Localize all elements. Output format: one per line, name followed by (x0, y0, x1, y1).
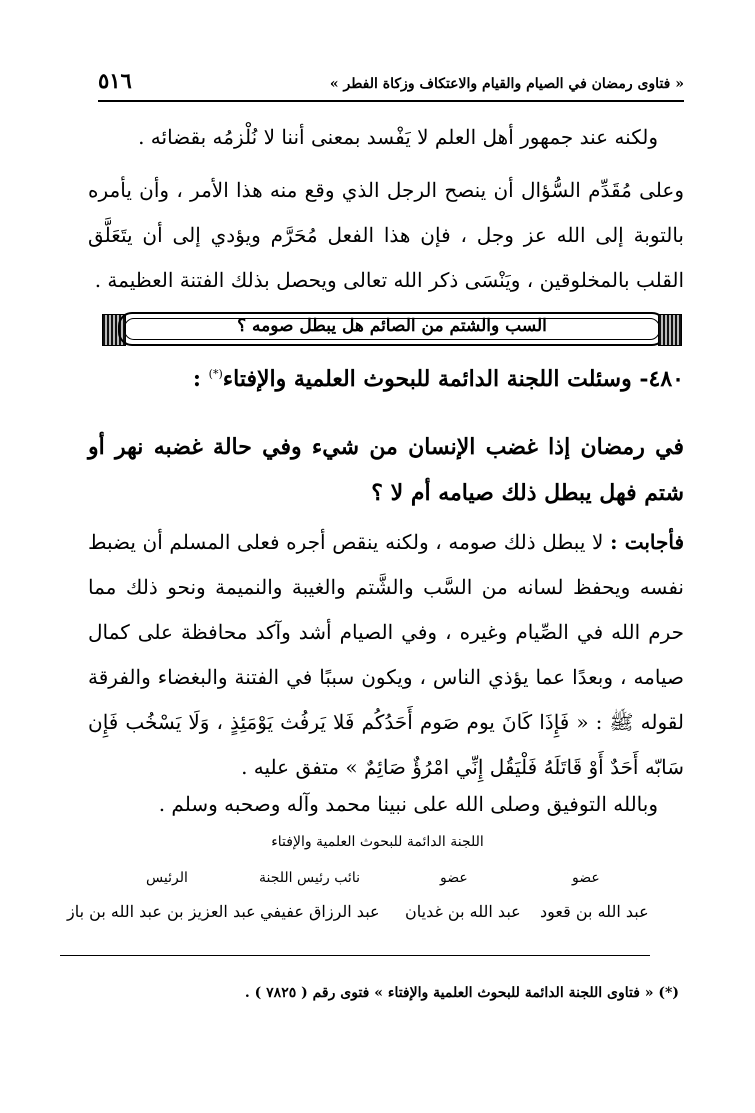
footnote-divider (60, 955, 650, 956)
signatory-name-4: عبد العزيز بن عبد الله بن باز (67, 902, 256, 921)
footnote-marker: (*) (208, 367, 223, 381)
answer-lead: فأجابت : (610, 530, 685, 554)
question-heading-colon: : (192, 366, 201, 392)
running-title: « فتاوى رمضان في الصيام والقيام والاعتكاف وزكاة الفطر » (329, 76, 684, 92)
answer-paragraph (88, 520, 684, 790)
signatory-name-2: عبد الله بن غديان (405, 902, 521, 921)
question-heading (193, 366, 684, 392)
section-title: السب والشتم من الصائم هل يبطل صومه ؟ (237, 316, 547, 336)
page-header (98, 60, 684, 102)
signatory-role-4: الرئيس (146, 870, 188, 886)
section-banner (102, 310, 682, 348)
committee-title: اللجنة الدائمة للبحوث العلمية والإفتاء (271, 834, 484, 850)
question-heading-text: ٤٨٠- وسئلت اللجنة الدائمة للبحوث العلمية والإفتاء (222, 366, 684, 392)
paragraph-1: ولكنه عند جمهور أهل العلم لا يَفْسد بمعنى أننا لا نُلْزمُه بقضائه . (138, 125, 658, 149)
signatory-name-1: عبد الله بن قعود (540, 902, 649, 921)
closing-prayer: وبالله التوفيق وصلى الله على نبينا محمد وآله وصحبه وسلم . (158, 792, 658, 816)
signatory-role-2: عضو (440, 870, 468, 886)
paragraph-2: وعلى مُقَدِّم السُّؤال أن ينصح الرجل الذي وقع منه هذا الأمر ، وأن يأمره بالتوبة إلى الله عز وجل ، فإن هذا الفعل مُحَرَّم ويؤدي إلى أن يتَعَلَّق القلب بالمخلوقين ، ويَنْسَى ذكر الله تعالى ويحصل بذلك الفتنة العظيمة . (88, 178, 684, 292)
signatory-name-3: عبد الرزاق عفيفي (260, 902, 380, 921)
footnote: (*) « فتاوى اللجنة الدائمة للبحوث العلمية والإفتاء » فتوى رقم ( ٧٨٢٥ ) . (244, 985, 679, 1001)
signatory-role-1: عضو (572, 870, 600, 886)
question-text: في رمضان إذا غضب الإنسان من شيء وفي حالة غضبه نهر أو شتم فهل يبطل ذلك صيامه أم لا ؟ (88, 434, 684, 506)
page-number: ٥١٦ (98, 68, 132, 93)
answer-body: لا يبطل ذلك صومه ، ولكنه ينقص أجره فعلى المسلم أن يضبط نفسه ويحفظ لسانه من السَّب والشَّتم والغيبة والنميمة ونحو ذلك مما حرم الله في الصِّيام وغيره ، وفي الصيام أشد وآكد محافظة على كمال صيامه ، وبعدًا عما يؤذي الناس ، ويكون سببًا في الفتنة والبغضاء والفرقة لقوله ﷺ : « فَإِذَا كَانَ يوم صَوم أَحَدُكُم فَلا يَرفُث يَوْمَئِذٍ ، وَلَا يَسْخُب فَإِن سَابّه أَحَدٌ أَوْ قَاتَلَهُ فَلْيَقُل إِنِّي امْرُؤٌ صَائِمٌ » متفق عليه . (88, 530, 684, 779)
signatory-role-3: نائب رئيس اللجنة (259, 870, 360, 886)
